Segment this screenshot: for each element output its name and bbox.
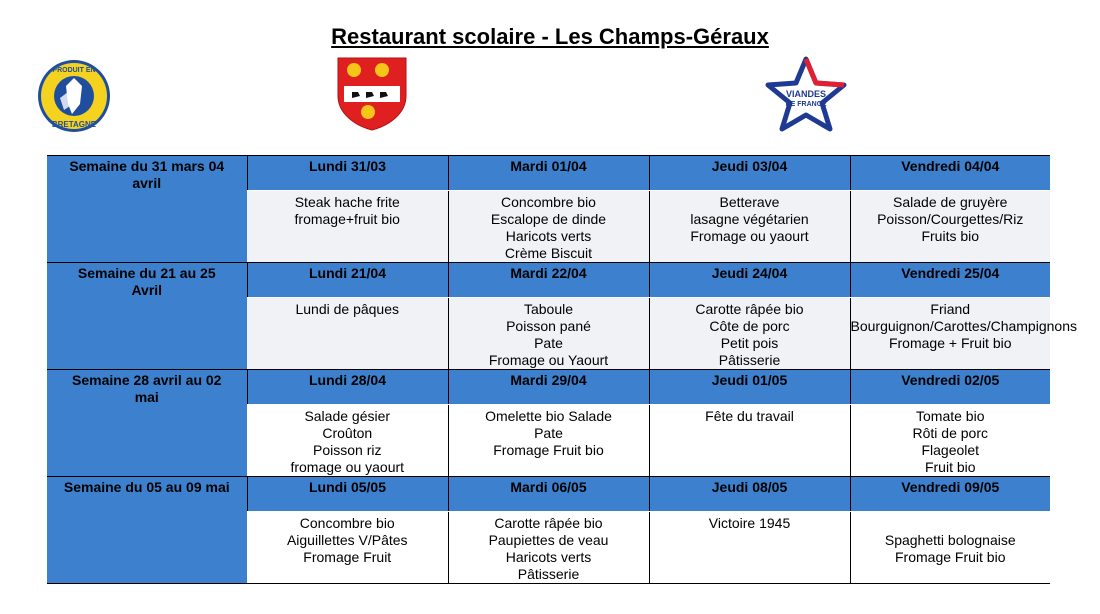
meal-line: Rôti de porc xyxy=(912,425,988,441)
svg-text:BRETAGNE: BRETAGNE xyxy=(51,120,97,129)
svg-text:DE FRANCE: DE FRANCE xyxy=(785,101,827,108)
meal-cell xyxy=(448,298,649,370)
meal-line: Concombre bio xyxy=(501,194,596,210)
day-header: Lundi 28/04 xyxy=(247,370,448,405)
meal-line: Fruits bio xyxy=(921,228,980,244)
meal-line: Fromage Fruit xyxy=(303,549,392,565)
day-header: Vendredi 02/05 xyxy=(850,370,1050,405)
meal-line: Crème Biscuit xyxy=(504,245,593,261)
meal-line: Aiguillettes V/Pâtes xyxy=(286,532,408,548)
meal-cell xyxy=(649,298,850,370)
meal-cell xyxy=(649,191,850,263)
meal-line: Fruit bio xyxy=(924,459,976,475)
meal-line: fromage ou yaourt xyxy=(290,459,405,475)
meal-line: Bourguignon/Carottes/Champignons xyxy=(850,318,1077,334)
meal-line: Haricots verts xyxy=(505,228,592,244)
page-title: Restaurant scolaire - Les Champs-Géraux xyxy=(331,24,769,49)
meal-cell xyxy=(247,298,448,370)
day-header: Jeudi 24/04 xyxy=(649,263,850,298)
meal-line: Paupiettes de veau xyxy=(488,532,609,548)
day-header: Vendredi 04/04 xyxy=(850,156,1050,191)
meal-line: Fromage ou Yaourt xyxy=(488,352,609,368)
meal-cell xyxy=(649,405,850,477)
meal-line: Flageolet xyxy=(921,442,980,458)
day-header: Jeudi 01/05 xyxy=(649,370,850,405)
meal-line: Poisson riz xyxy=(313,442,382,458)
meal-line: Tomate bio xyxy=(916,408,985,424)
meal-cell xyxy=(850,191,1050,263)
meal-line: Pâtisserie xyxy=(718,352,781,368)
meal-line: Fromage Fruit bio xyxy=(895,549,1006,565)
week-header-row xyxy=(47,370,1050,405)
meal-cell xyxy=(850,298,1077,370)
meal-line: Spaghetti bolognaise xyxy=(884,532,1016,548)
meal-line: Lundi de pâques xyxy=(295,301,400,317)
meal-cell xyxy=(247,405,448,477)
meal-line: Betterave xyxy=(719,194,780,210)
week-header-row xyxy=(47,263,1050,298)
meal-line: Poisson/Courgettes/Riz xyxy=(877,211,1024,227)
meal-line: Omelette bio Salade xyxy=(485,408,612,424)
meal-cell xyxy=(247,191,448,263)
week-label: Semaine 28 avril au 02 mai xyxy=(47,370,247,477)
day-header: Jeudi 03/04 xyxy=(649,156,850,191)
meal-line: lasagne végétarien xyxy=(690,211,809,227)
meal-line: Taboule xyxy=(523,301,574,317)
week-label: Semaine du 21 au 25 Avril xyxy=(47,263,247,370)
day-header: Lundi 31/03 xyxy=(247,156,448,191)
meal-line: Concombre bio xyxy=(299,515,395,531)
meal-line xyxy=(851,515,1051,532)
meal-line: Haricots verts xyxy=(505,549,592,565)
day-header: Lundi 05/05 xyxy=(247,477,448,512)
day-header: Mardi 06/05 xyxy=(448,477,649,512)
week-header-row xyxy=(47,477,1050,512)
meal-cell xyxy=(850,512,1050,584)
week-header-row xyxy=(47,156,1050,191)
meal-line: Pâtisserie xyxy=(517,566,580,582)
meal-line: Friand xyxy=(930,301,971,317)
day-header: Jeudi 08/05 xyxy=(649,477,850,512)
meal-line: Fromage ou yaourt xyxy=(690,228,809,244)
day-header: Vendredi 25/04 xyxy=(850,263,1050,298)
day-header: Mardi 22/04 xyxy=(448,263,649,298)
svg-text:PRODUIT EN: PRODUIT EN xyxy=(52,67,96,74)
meal-line: Steak hache frite xyxy=(294,194,400,210)
meal-line: Croûton xyxy=(322,425,373,441)
meal-line: Carotte râpée bio xyxy=(695,301,804,317)
meal-line: Poisson pané xyxy=(506,318,591,334)
meal-line: Fête du travail xyxy=(705,408,794,424)
day-header: Vendredi 09/05 xyxy=(850,477,1050,512)
meal-line: Pate xyxy=(534,335,563,351)
meal-line: Petit pois xyxy=(720,335,779,351)
meal-cell xyxy=(448,512,649,584)
meal-cell xyxy=(649,512,850,584)
week-label: Semaine du 05 au 09 mai xyxy=(47,477,247,584)
meal-cell xyxy=(850,405,1050,477)
meal-line: Victoire 1945 xyxy=(708,515,791,531)
day-header: Lundi 21/04 xyxy=(247,263,448,298)
meal-cell xyxy=(247,512,448,584)
day-header: Mardi 29/04 xyxy=(448,370,649,405)
week-label: Semaine du 31 mars 04 avril xyxy=(47,156,247,263)
meal-line: Escalope de dinde xyxy=(490,211,607,227)
meal-line: Fromage Fruit bio xyxy=(493,442,604,458)
produit-en-bretagne-logo xyxy=(36,58,112,134)
svg-text:VIANDES: VIANDES xyxy=(785,89,827,99)
viandes-de-france-logo xyxy=(764,55,848,133)
meal-cell xyxy=(448,405,649,477)
meal-line: fromage+fruit bio xyxy=(294,211,400,227)
meal-line: Côte de porc xyxy=(709,318,790,334)
meal-line: Salade de gruyère xyxy=(893,194,1008,210)
coat-of-arms-logo xyxy=(336,56,408,132)
weekly-menu-table xyxy=(47,155,1077,584)
day-header: Mardi 01/04 xyxy=(448,156,649,191)
meal-line: Salade gésier xyxy=(304,408,391,424)
meal-line: Fromage + Fruit bio xyxy=(888,335,1012,351)
meal-line: Carotte râpée bio xyxy=(494,515,603,531)
meal-cell xyxy=(448,191,649,263)
meal-line: Pate xyxy=(534,425,563,441)
